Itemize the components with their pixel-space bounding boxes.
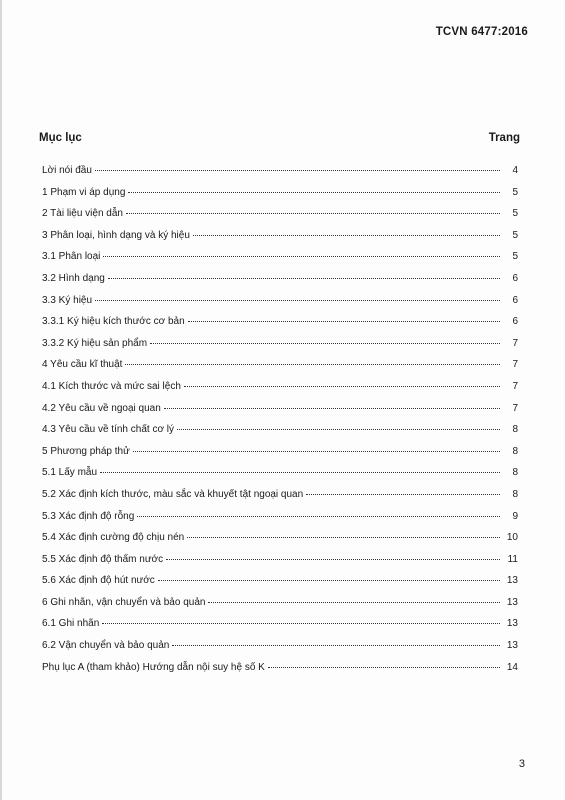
toc-dot-leader: [158, 580, 500, 581]
toc-entry-page: 8: [512, 424, 518, 436]
toc-entry-page: 10: [506, 532, 518, 544]
toc-entry-page: 5: [512, 251, 518, 263]
toc-dot-leader: [306, 494, 500, 495]
toc-dot-leader: [125, 364, 500, 365]
toc-entry-title: 6.1 Ghi nhãn: [42, 618, 100, 630]
toc-entry-title: 5.1 Lấy mẫu: [42, 467, 98, 479]
toc-entry[interactable]: [42, 575, 518, 597]
toc-entry-page: 5: [512, 208, 518, 220]
toc-entry-page: 6: [512, 316, 518, 328]
toc-entry-page: 14: [506, 661, 518, 673]
toc-entry[interactable]: [42, 295, 518, 317]
toc-entry[interactable]: [42, 489, 518, 511]
toc-entry[interactable]: [42, 338, 518, 360]
toc-list: [42, 165, 518, 683]
toc-entry[interactable]: [42, 230, 518, 252]
toc-entry-page: 5: [512, 229, 518, 241]
standard-code: TCVN 6477:2016: [435, 26, 528, 38]
toc-entry[interactable]: [42, 165, 518, 187]
toc-entry-page: 9: [512, 510, 518, 522]
toc-entry-page: 4: [512, 165, 518, 176]
toc-dot-leader: [137, 516, 500, 517]
toc-entry[interactable]: [42, 446, 518, 468]
toc-dot-leader: [193, 235, 500, 236]
toc-entry-page: 6: [512, 272, 518, 284]
toc-entry[interactable]: [42, 532, 518, 554]
toc-entry[interactable]: [42, 381, 518, 403]
toc-entry[interactable]: [42, 424, 518, 446]
toc-entry-title: 2 Tài liệu viện dẫn: [42, 208, 123, 220]
toc-entry[interactable]: [42, 208, 518, 230]
toc-entry-title: 5.6 Xác định độ hút nước: [42, 575, 155, 587]
toc-entry-title: 3.3.1 Ký hiệu kích thước cơ bản: [42, 316, 185, 328]
page-number: 3: [518, 758, 525, 770]
toc-entry-title: 4.2 Yêu cầu về ngoại quan: [42, 402, 161, 414]
toc-entry[interactable]: [42, 662, 518, 684]
toc-title: Mục lục: [39, 132, 82, 144]
toc-dot-leader: [187, 537, 500, 538]
toc-entry-title: Phụ lục A (tham khảo) Hướng dẫn nội suy hệ số K: [42, 661, 265, 673]
toc-entry[interactable]: [42, 251, 518, 273]
toc-dot-leader: [268, 667, 500, 668]
toc-entry-title: 4.1 Kích thước và mức sai lệch: [42, 380, 181, 392]
toc-entry-page: 7: [512, 380, 518, 392]
toc-dot-leader: [184, 386, 500, 387]
toc-entry-page: 7: [512, 337, 518, 349]
toc-entry-page: 7: [512, 402, 518, 414]
toc-entry-title: Lời nói đầu: [42, 165, 92, 176]
toc-entry-page: 6: [512, 294, 518, 306]
toc-entry-page: 13: [506, 618, 518, 630]
toc-entry[interactable]: [42, 511, 518, 533]
toc-entry[interactable]: [42, 554, 518, 576]
toc-dot-leader: [150, 343, 500, 344]
toc-entry-page: 13: [506, 575, 518, 587]
toc-entry-title: 3.3.2 Ký hiệu sản phẩm: [42, 337, 148, 349]
toc-entry[interactable]: [42, 359, 518, 381]
toc-header: [39, 132, 520, 144]
toc-entry-page: 8: [512, 488, 518, 500]
toc-dot-leader: [126, 213, 500, 214]
toc-entry[interactable]: [42, 467, 518, 489]
toc-entry-title: 4 Yêu cầu kĩ thuật: [42, 359, 123, 371]
toc-entry-title: 5.3 Xác định độ rỗng: [42, 510, 135, 522]
toc-dot-leader: [95, 170, 500, 171]
toc-entry-page: 5: [512, 186, 518, 198]
toc-dot-leader: [103, 256, 500, 257]
toc-entry[interactable]: [42, 316, 518, 338]
toc-dot-leader: [133, 451, 500, 452]
toc-entry[interactable]: [42, 640, 518, 662]
toc-entry-title: 5.2 Xác định kích thước, màu sắc và khuyết tật ngoại quan: [42, 488, 304, 500]
toc-dot-leader: [95, 300, 500, 301]
toc-entry-title: 3.3 Ký hiệu: [42, 294, 93, 306]
toc-dot-leader: [102, 623, 500, 624]
toc-entry-title: 5 Phương pháp thử: [42, 445, 130, 457]
toc-entry-title: 6 Ghi nhãn, vận chuyển và bảo quản: [42, 596, 206, 608]
toc-dot-leader: [100, 472, 500, 473]
toc-entry-page: 11: [507, 553, 518, 565]
toc-dot-leader: [128, 192, 500, 193]
toc-entry-title: 6.2 Vận chuyển và bảo quản: [42, 640, 170, 652]
toc-page-label: Trang: [488, 132, 520, 144]
toc-dot-leader: [208, 602, 500, 603]
toc-dot-leader: [177, 429, 500, 430]
toc-entry-page: 7: [512, 359, 518, 371]
toc-entry-title: 3 Phân loại, hình dạng và ký hiệu: [42, 229, 190, 241]
toc-entry[interactable]: [42, 618, 518, 640]
toc-entry[interactable]: [42, 597, 518, 619]
toc-entry-title: 3.1 Phân loại: [42, 251, 101, 263]
toc-dot-leader: [166, 559, 500, 560]
toc-dot-leader: [164, 408, 500, 409]
toc-entry-title: 5.5 Xác định độ thấm nước: [42, 553, 164, 565]
toc-entry-title: 1 Phạm vi áp dụng: [42, 186, 126, 198]
toc-dot-leader: [172, 645, 500, 646]
toc-entry[interactable]: [42, 273, 518, 295]
toc-entry-page: 8: [512, 467, 518, 479]
toc-entry-title: 5.4 Xác định cường độ chịu nén: [42, 532, 185, 544]
toc-entry-title: 3.2 Hình dạng: [42, 272, 105, 284]
toc-entry-page: 8: [512, 445, 518, 457]
toc-entry-page: 13: [506, 596, 518, 608]
toc-entry[interactable]: [42, 403, 518, 425]
toc-entry-title: 4.3 Yêu cầu về tính chất cơ lý: [42, 424, 175, 436]
toc-entry[interactable]: [42, 187, 518, 209]
toc-dot-leader: [188, 321, 500, 322]
toc-dot-leader: [108, 278, 500, 279]
toc-entry-page: 13: [506, 640, 518, 652]
